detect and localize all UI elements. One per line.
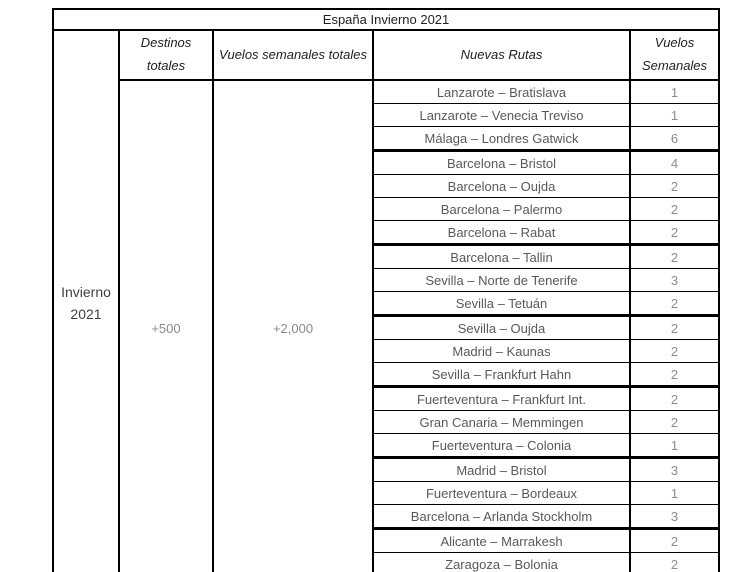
vuelos-cell: 3 bbox=[630, 269, 719, 292]
table-row bbox=[53, 80, 719, 104]
column-header-destinos-totales: Destinos totales bbox=[119, 30, 213, 80]
vuelos-cell: 2 bbox=[630, 316, 719, 340]
vuelos-cell: 1 bbox=[630, 80, 719, 104]
vuelos-cell: 3 bbox=[630, 505, 719, 529]
route-cell: Madrid – Kaunas bbox=[373, 340, 630, 363]
route-cell: Fuerteventura – Frankfurt Int. bbox=[373, 387, 630, 411]
vuelos-cell: 1 bbox=[630, 104, 719, 127]
route-cell: Lanzarote – Venecia Treviso bbox=[373, 104, 630, 127]
route-cell: Sevilla – Frankfurt Hahn bbox=[373, 363, 630, 387]
vuelos-cell: 3 bbox=[630, 458, 719, 482]
routes-body bbox=[53, 9, 719, 572]
title-row bbox=[53, 9, 719, 30]
route-cell: Barcelona – Rabat bbox=[373, 221, 630, 245]
route-cell: Alicante – Marrakesh bbox=[373, 529, 630, 553]
vuelos-cell: 2 bbox=[630, 292, 719, 316]
route-cell: Lanzarote – Bratislava bbox=[373, 80, 630, 104]
vuelos-cell: 2 bbox=[630, 340, 719, 363]
vuelos-cell: 2 bbox=[630, 175, 719, 198]
column-header-nuevas-rutas: Nuevas Rutas bbox=[373, 30, 630, 80]
vuelos-cell: 2 bbox=[630, 387, 719, 411]
route-cell: Gran Canaria – Memmingen bbox=[373, 411, 630, 434]
vuelos-cell: 6 bbox=[630, 127, 719, 151]
route-cell: Barcelona – Tallin bbox=[373, 245, 630, 269]
table-title: España Invierno 2021 bbox=[53, 9, 719, 30]
vuelos-cell: 1 bbox=[630, 434, 719, 458]
vuelos-cell: 2 bbox=[630, 411, 719, 434]
route-cell: Madrid – Bristol bbox=[373, 458, 630, 482]
vuelos-cell: 4 bbox=[630, 151, 719, 175]
flights-table bbox=[52, 8, 720, 572]
vuelos-cell: 1 bbox=[630, 482, 719, 505]
vuelos-cell: 2 bbox=[630, 363, 719, 387]
route-cell: Sevilla – Tetuán bbox=[373, 292, 630, 316]
route-cell: Málaga – Londres Gatwick bbox=[373, 127, 630, 151]
route-cell: Zaragoza – Bolonia bbox=[373, 553, 630, 572]
period-label: Invierno 2021 bbox=[53, 30, 119, 572]
header-row bbox=[53, 30, 719, 80]
column-header-vuelos-semanales-totales: Vuelos semanales totales bbox=[213, 30, 373, 80]
route-cell: Barcelona – Oujda bbox=[373, 175, 630, 198]
vuelos-cell: 2 bbox=[630, 553, 719, 572]
column-header-vuelos-semanales: Vuelos Semanales bbox=[630, 30, 719, 80]
route-cell: Sevilla – Norte de Tenerife bbox=[373, 269, 630, 292]
route-cell: Barcelona – Arlanda Stockholm bbox=[373, 505, 630, 529]
vuelos-cell: 2 bbox=[630, 245, 719, 269]
vuelos-cell: 2 bbox=[630, 221, 719, 245]
route-cell: Barcelona – Palermo bbox=[373, 198, 630, 221]
route-cell: Fuerteventura – Colonia bbox=[373, 434, 630, 458]
vuelos-cell: 2 bbox=[630, 198, 719, 221]
route-cell: Barcelona – Bristol bbox=[373, 151, 630, 175]
vuelos-cell: 2 bbox=[630, 529, 719, 553]
vuelos-semanales-totales-value: +2,000 bbox=[213, 80, 373, 572]
route-cell: Sevilla – Oujda bbox=[373, 316, 630, 340]
route-cell: Fuerteventura – Bordeaux bbox=[373, 482, 630, 505]
destinos-totales-value: +500 bbox=[119, 80, 213, 572]
